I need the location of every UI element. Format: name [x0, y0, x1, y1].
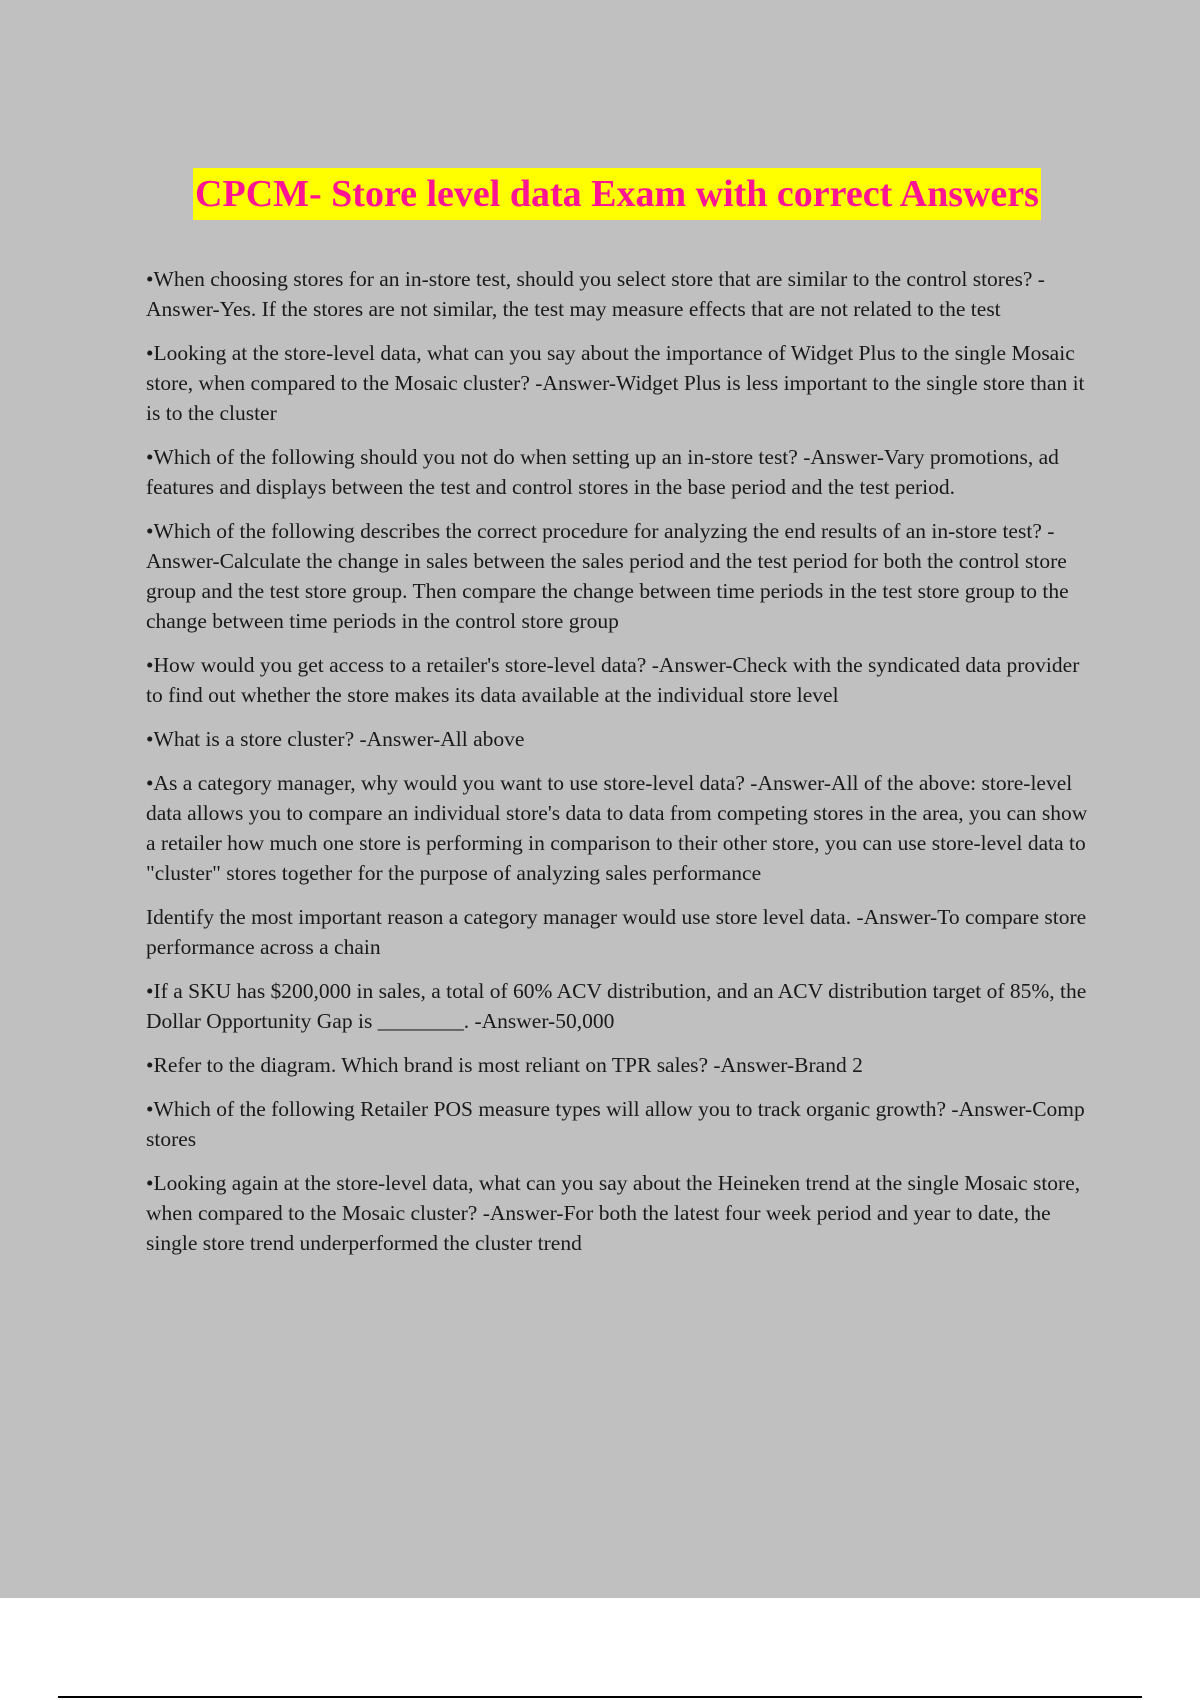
qa-item: •Looking again at the store-level data, what can you say about the Heineken trend at the single Mosaic store, when compared to the Mosaic cluster? -Answer-For both the latest four week period and year to date, the single store trend underperformed the cluster trend: [146, 1171, 1081, 1255]
qa-item: •How would you get access to a retailer's store-level data? -Answer-Check with the syndicated data provider to find out whether the store makes its data available at the individual store level: [146, 653, 1080, 707]
qa-list: [146, 264, 1088, 1272]
qa-item: •When choosing stores for an in-store test, should you select store that are similar to the control stores? -Answer-Yes. If the stores are not similar, the test may measure effects that are not related to the test: [146, 267, 1045, 321]
footer-divider: [58, 1696, 1142, 1698]
qa-item: •If a SKU has $200,000 in sales, a total of 60% ACV distribution, and an ACV distribution target of 85%, the Dollar Opportunity Gap is ________. -Answer-50,000: [146, 979, 1087, 1033]
qa-item: •Refer to the diagram. Which brand is most reliant on TPR sales? -Answer-Brand 2: [146, 1053, 863, 1077]
title-container: [150, 168, 1084, 220]
qa-item: •As a category manager, why would you want to use store-level data? -Answer-All of the above: store-level data allows you to compare an individual store's data to data from competing stores in the area, you can show a retailer how much one store is performing in comparison to their other store, you can use store-level data to "cluster" stores together for the purpose of analyzing sales performance: [146, 771, 1088, 885]
qa-item: •What is a store cluster? -Answer-All above: [146, 727, 525, 751]
qa-item: •Which of the following Retailer POS measure types will allow you to track organic growth? -Answer-Comp stores: [146, 1097, 1085, 1151]
qa-item: Identify the most important reason a category manager would use store level data. -Answer-To compare store performance across a chain: [146, 905, 1087, 959]
document-title: CPCM- Store level data Exam with correct Answers: [193, 168, 1041, 220]
qa-item: •Which of the following should you not do when setting up an in-store test? -Answer-Vary promotions, ad features and displays between the test and control stores in the base period and the test period.: [146, 445, 1059, 499]
qa-item: •Which of the following describes the correct procedure for analyzing the end results of an in-store test? -Answer-Calculate the change in sales between the sales period and the test period for both the control store group and the test store group. Then compare the change between time periods in the test store group to the change between time periods in the control store group: [146, 519, 1069, 633]
qa-item: •Looking at the store-level data, what can you say about the importance of Widget Plus to the single Mosaic store, when compared to the Mosaic cluster? -Answer-Widget Plus is less important to the single store than it is to the cluster: [146, 341, 1085, 425]
